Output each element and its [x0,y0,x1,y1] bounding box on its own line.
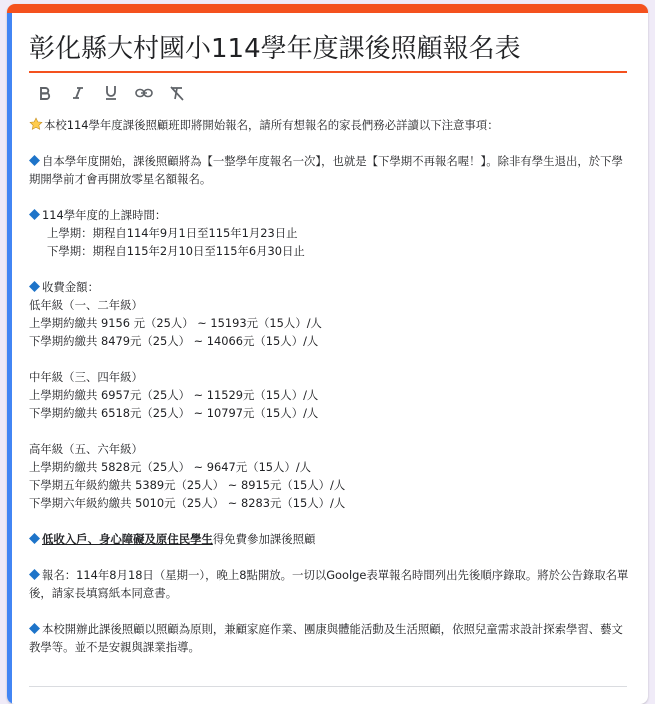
theme-color-bar [7,4,648,13]
intro-line: 本校114學年度課後照顧班即將開始報名，請所有想報名的家長們務必詳讀以下注意事項： [29,116,629,134]
schedule-header: 114學年度的上課時間： [29,206,629,224]
high-grade-first-fee: 上學期約繳共 5828元（25人） ~ 9647元（15人）/人 [29,460,312,474]
signup-notice: 報名：114年8月18日（星期一），晚上8點開放。一切以Goolge表單報名時間列出先後順序錄取。將於公告錄取名單後，請家長填寫紙本同意書。 [29,568,629,600]
schedule-second-semester: 下學期：期程自115年2月10日至115年6月30日止 [47,244,305,258]
fee-header: 收費金額： [29,278,629,296]
low-grade-label: 低年級（一、二年級） [29,298,143,312]
bold-icon [38,86,52,100]
clear-format-button[interactable] [166,82,188,104]
bold-button[interactable] [34,82,56,104]
underline-icon [104,85,118,101]
title-underline [29,71,627,73]
text-format-toolbar [34,82,199,104]
mid-grade-label: 中年級（三、四年級） [29,370,143,384]
grade5-second-fee: 下學期五年級約繳共 5389元（25人） ~ 8915元（15人）/人 [29,478,346,492]
low-grade-second-fee: 下學期約繳共 8479元（25人） ~ 14066元（15人）/人 [29,334,319,348]
blue-diamond-icon [29,155,40,166]
notice-annual-signup: 自本學年度開始，課後照顧將為【一整學年度報名一次】，也就是【下學期不再報名喔！】。除非有學生退出，於下學期開學前才會再開放零星名額報名。 [29,154,623,186]
blue-diamond-icon [29,569,40,580]
clear-format-icon [169,86,185,101]
underline-button[interactable] [100,82,122,104]
low-grade-first-fee: 上學期約繳共 9156 元（25人） ~ 15193元（15人）/人 [29,316,322,330]
italic-icon [71,86,85,100]
policy-notice: 本校開辦此課後照顧以照顧為原則，兼顧家庭作業、團康與體能活動及生活照顧，依照兒童需求設計探索學習、藝文教學等。並不是安親與課業指導。 [29,622,623,654]
schedule-first-semester: 上學期：期程自114年9月1日至115年1月23日止 [47,226,298,240]
italic-button[interactable] [67,82,89,104]
grade6-second-fee: 下學期六年級約繳共 5010元（25人） ~ 8283元（15人）/人 [29,496,346,510]
blue-diamond-icon [29,533,40,544]
blue-diamond-icon [29,209,40,220]
form-header-card [7,4,648,704]
star-icon [29,117,43,131]
subsidy-line: 低收入戶、身心障礙及原住民學生得免費參加課後照顧 [29,530,629,548]
mid-grade-first-fee: 上學期約繳共 6957元（25人） ~ 11529元（15人）/人 [29,388,319,402]
active-section-indicator [7,13,12,704]
form-description[interactable] [29,116,629,656]
blue-diamond-icon [29,281,40,292]
link-button[interactable] [133,82,155,104]
subsidy-eligible-groups: 低收入戶、身心障礙及原住民學生 [42,532,213,546]
high-grade-label: 高年級（五、六年級） [29,442,143,456]
blue-diamond-icon [29,623,40,634]
description-underline [29,686,627,687]
form-title[interactable]: 彰化縣大村國小114學年度課後照顧報名表 [29,34,521,64]
mid-grade-second-fee: 下學期約繳共 6518元（25人） ~ 10797元（15人）/人 [29,406,319,420]
link-icon [135,87,153,99]
